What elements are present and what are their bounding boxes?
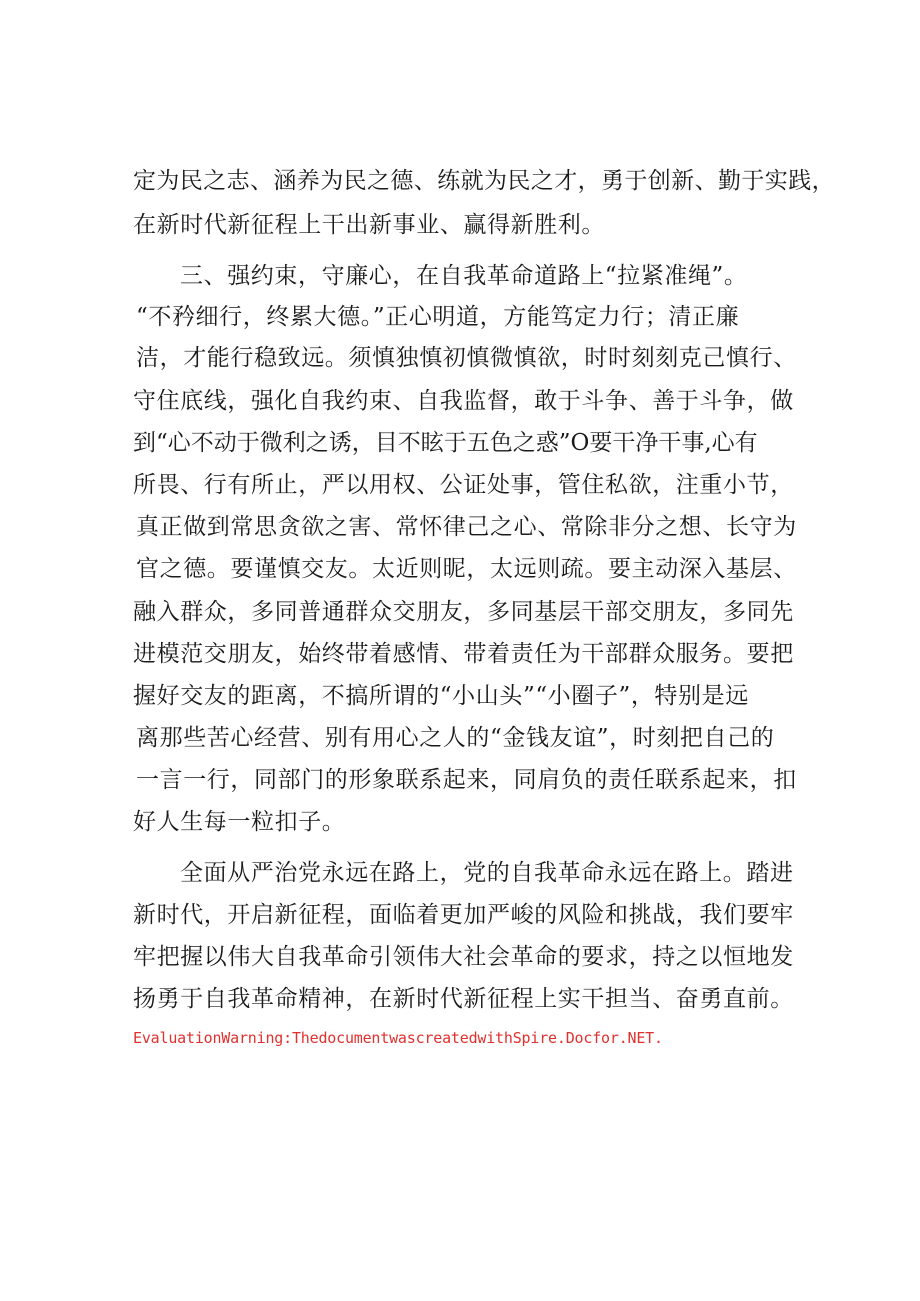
paragraph-line: 真正做到常思贪欲之害、常怀律己之心、常除非分之想、长守为 [136,514,797,540]
paragraph-line: 离那些苦心经营、别有用心之人的“金钱友谊”，时刻把自己的 [136,725,775,751]
paragraph-line: 融入群众，多同普通群众交朋友，多同基层干部交朋友，多同先 [133,599,794,625]
paragraph-line: 全面从严治党永远在路上，党的自我革命永远在路上。踏进 [180,860,794,886]
paragraph-line: 扬勇于自我革命精神，在新时代新征程上实干担当、奋勇直前。 [133,986,794,1012]
paragraph-line: “不矜细行，终累大德。”正心明道，方能笃定力行；清正廉 [136,304,740,330]
paragraph-line: 进模范交朋友，始终带着感情、带着责任为干部群众服务。要把 [133,641,794,667]
paragraph-line: 洁，才能行稳致远。须慎独慎初慎微慎欲，时时刻刻克己慎行、 [136,345,797,371]
evaluation-warning: EvaluationWarning:ThedocumentwascreatedwithSpire.Docfor.NET. [133,1029,663,1047]
paragraph-line: 新时代，开启新征程，面临着更加严峻的风险和挑战，我们要牢 [133,902,794,928]
paragraph-line: 守住底线，强化自我约束、自我监督，敢于斗争、善于斗争，做 [133,388,794,414]
paragraph-line: 一言一行，同部门的形象联系起来，同肩负的责任联系起来，扣 [136,767,797,793]
paragraph-line: 握好交友的距离，不搞所谓的“小山头”“小圈子”，特别是远 [133,683,749,709]
paragraph-line: 好人生每一粒扣子。 [133,809,346,835]
paragraph-line: 定为民之志、涵养为民之德、练就为民之才，勇于创新、勤于实践， [133,168,835,194]
section-heading: 三、强约束，守廉心，在自我革命道路上“拉紧准绳”。 [180,263,748,289]
paragraph-line: 到“心不动于微利之诱，目不眩于五色之惑”O要干净干事,心有 [133,430,758,456]
paragraph-line: 所畏、行有所止，严以用权、公证处事，管住私欲，注重小节， [133,472,794,498]
paragraph-line: 牢把握以伟大自我革命引领伟大社会革命的要求，持之以恒地发 [133,944,794,970]
paragraph-line: 在新时代新征程上干出新事业、赢得新胜利。 [133,212,605,238]
paragraph-line: 官之德。要谨慎交友。太近则昵，太远则疏。要主动深入基层、 [136,556,797,582]
